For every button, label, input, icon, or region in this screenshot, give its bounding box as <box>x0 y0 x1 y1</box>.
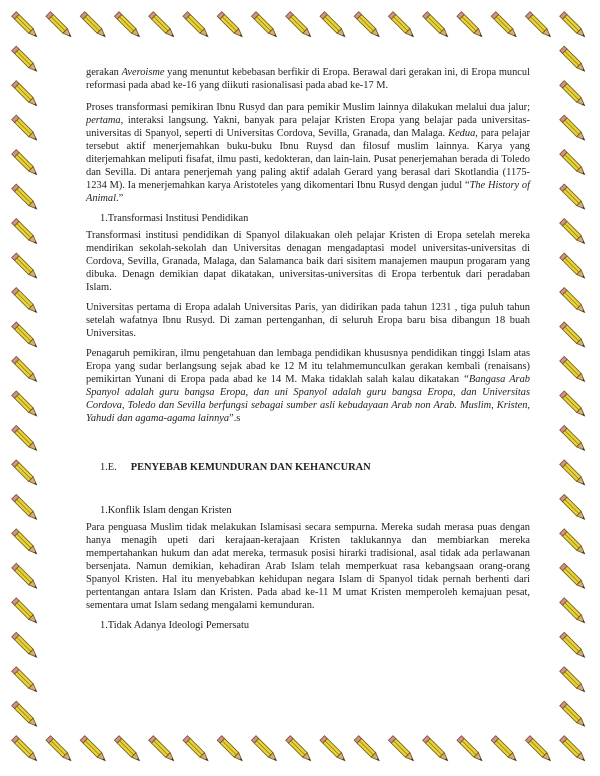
pencil-icon <box>12 81 40 109</box>
pencil-icon <box>12 46 40 74</box>
pencil-icon <box>423 12 451 40</box>
pencil-icon <box>80 12 108 40</box>
pencil-icon <box>12 115 40 143</box>
pencil-icon <box>12 253 40 281</box>
pencil-icon <box>286 736 314 764</box>
pencil-icon <box>12 494 40 522</box>
pencil-icon <box>560 460 588 488</box>
pencil-icon <box>12 598 40 626</box>
italic-title: The History of Animal <box>86 180 530 204</box>
text: gerakan <box>86 67 122 78</box>
pencil-icon <box>560 81 588 109</box>
pencil-icon <box>560 150 588 178</box>
pencil-icon <box>217 12 245 40</box>
pencil-icon <box>251 12 279 40</box>
pencil-icon <box>12 391 40 419</box>
paragraph-conflict: Para penguasa Muslim tidak melakukan Islamisasi secara sempurna. Mereka sudah merasa puas dengan hanya menagih upeti dari kerajaan-kerajaan Kristen taklukannya dan membiarkan mereka mempertahankan hukum dan adat mereka, termasuk posisi hirarki tradisional, asal tidak ada perlawanan bersenjata. Namun demikian, kehadiran Arab Islam telah memperkuat rasa kebangsaan orang-orang Spanyol Kristen. Hal itu menyebabkan kehidupan negara Islam di Spanyol tidak pernah berhenti dari pertentangan antara Islam dan Kristen. Pada abad ke-11 M umat Kristen memperoleh kemajuan pesat, sementara umat Islam sedang mengalami kemunduran. <box>86 522 530 611</box>
paragraph-influence <box>86 347 530 425</box>
subheading-transformasi-institusi: 1.Transformasi Institusi Pendidikan <box>100 213 249 224</box>
text: Penagaruh pemikiran, ilmu pengetahuan dan lembaga pendidikan khususnya pendidikan tinggi Islam atas Eropa yang sudar berlangsung sejak abad ke 12 M itu telahmemunculkan gerakan kembali (renaisans) pemikirtan Yunani di Eropa pada abad ke 14 M. Maka tidaklah salah kalau dikatakan <box>86 348 530 385</box>
pencil-icon <box>354 12 382 40</box>
pencil-icon <box>46 12 74 40</box>
pencil-icon <box>183 736 211 764</box>
text: Proses transformasi pemikiran Ibnu Rusyd dan para pemikir Muslim lainnya dilakukan melalui dua jalur; <box>86 102 530 113</box>
pencil-icon <box>560 12 588 40</box>
pencil-icon <box>560 701 588 729</box>
pencil-icon <box>560 529 588 557</box>
pencil-icon <box>12 667 40 695</box>
paragraph-universitas-paris: Universitas pertama di Eropa adalah Universitas Paris, yan didirikan pada tahun 1231 , tiga puluh tahun setelah wafatnya Ibnu Rusyd. Di zaman pertenganhan, di seluruh Eropa baru bisa dibangun 18 buah Universitas. <box>86 302 530 339</box>
pencil-icon <box>183 12 211 40</box>
pencil-icon <box>80 736 108 764</box>
paragraph-transformation <box>86 101 530 205</box>
pencil-icon <box>354 736 382 764</box>
pencil-icon <box>286 12 314 40</box>
document-body <box>86 66 530 636</box>
pencil-icon <box>457 12 485 40</box>
pencil-icon <box>560 563 588 591</box>
pencil-icon <box>560 425 588 453</box>
pencil-icon <box>560 598 588 626</box>
section-title: PENYEBAB KEMUNDURAN DAN KEHANCURAN <box>130 462 371 473</box>
pencil-icon <box>560 667 588 695</box>
pencil-icon <box>560 115 588 143</box>
pencil-icon <box>560 219 588 247</box>
pencil-icon <box>12 460 40 488</box>
italic-quote: “Bangasa Arab Spanyol adalah guru bangsa Eropa, dan uni Spanyol adalah guru bangsa Eropa, dan Universitas Cordova, Toledo dan Sevilla berfungsi sebagai sumber asli kebudayaan Arab non Arab. Muslim, Kristen, Yahudi dan agama-agama lainnya <box>86 374 530 424</box>
section-heading <box>86 461 530 474</box>
pencil-icon <box>12 632 40 660</box>
pencil-icon <box>560 391 588 419</box>
pencil-icon <box>12 425 40 453</box>
pencil-icon <box>12 184 40 212</box>
pencil-icon <box>560 736 588 764</box>
pencil-icon <box>560 253 588 281</box>
pencil-icon <box>388 736 416 764</box>
pencil-icon <box>320 12 348 40</box>
pencil-icon <box>114 736 142 764</box>
text: , para pelajar tersebut aktif menerjemahkan buku-buku Ibnu Ruysd dan filosuf muslim lainnya. Karya yang diterjemahkan meliputi fisafat, ilmu pasti, kedokteran, dan lain-lain. Pusat penerjemahan berada di Toledo dan Sevilla. Di antara penerjemah yang paling aktif adalah Gerard yang berasal dari Skotlandia (1175-1234 M). Ia menerjemahkan karya Aristoteles yang dikomentari Ibnu Rusyd dengan judul “ <box>86 128 531 191</box>
pencil-icon <box>12 150 40 178</box>
pencil-icon <box>149 12 177 40</box>
pencil-icon <box>491 12 519 40</box>
pencil-icon <box>12 322 40 350</box>
pencil-icon <box>525 736 553 764</box>
pencil-icon <box>12 529 40 557</box>
pencil-icon <box>12 219 40 247</box>
section-number: 1.E. <box>100 462 117 473</box>
pencil-icon <box>320 736 348 764</box>
pencil-icon <box>457 736 485 764</box>
pencil-icon <box>12 563 40 591</box>
pencil-icon <box>560 356 588 384</box>
pencil-icon <box>560 46 588 74</box>
pencil-icon <box>491 736 519 764</box>
text: , interaksi langsung. Yakni, banyak para pelajar Kristen Eropa yang belajar pada universitas-universitas di Spanyol, seperti di Universitas Cordova, Sevilla, Granada, dan Malaga. <box>86 115 530 139</box>
pencil-icon <box>251 736 279 764</box>
italic-term: pertama <box>86 115 121 126</box>
pencil-icon <box>560 184 588 212</box>
pencil-icon <box>560 322 588 350</box>
pencil-icon <box>388 12 416 40</box>
pencil-icon <box>560 494 588 522</box>
pencil-icon <box>46 736 74 764</box>
pencil-icon <box>12 12 40 40</box>
pencil-icon <box>114 12 142 40</box>
pencil-icon <box>423 736 451 764</box>
italic-term: Averoisme <box>121 67 165 78</box>
pencil-icon <box>560 288 588 316</box>
pencil-icon <box>217 736 245 764</box>
text: .” <box>116 193 124 204</box>
subheading-konflik: 1.Konflik Islam dengan Kristen <box>100 505 232 516</box>
italic-term: Kedua <box>448 128 476 139</box>
pencil-icon <box>12 701 40 729</box>
text: ”.s <box>229 413 241 424</box>
pencil-icon <box>525 12 553 40</box>
subheading-ideologi: 1.Tidak Adanya Ideologi Pemersatu <box>100 620 250 631</box>
pencil-icon <box>560 632 588 660</box>
pencil-icon <box>12 288 40 316</box>
pencil-icon <box>12 356 40 384</box>
pencil-icon <box>149 736 177 764</box>
paragraph-institution: Transformasi institusi pendidikan di Spanyol dilakuakan oleh pelajar Kristen di Eropa setelah mereka mendirikan sekolah-sekolah dan Universitas denagan mengadaptasi model universitas-universitas di Cordova, Sevilla, Granada, Malaga, dan Salamanca baik dari sisitem manajemen maupun progaram yang dibuka. Denagn demikian dapat dikatakan, universitas-universitas di Eropa terbentuk dari peradaban Islam. <box>86 230 530 293</box>
paragraph-averoisme <box>86 66 530 92</box>
pencil-icon <box>12 736 40 764</box>
text: yang menuntut kebebasan berfikir di Eropa. Berawal dari gerakan ini, di Eropa muncul reformasi pada abad ke-16 yang diikuti rasionalisasi pada abad ke-17 M. <box>86 67 530 91</box>
